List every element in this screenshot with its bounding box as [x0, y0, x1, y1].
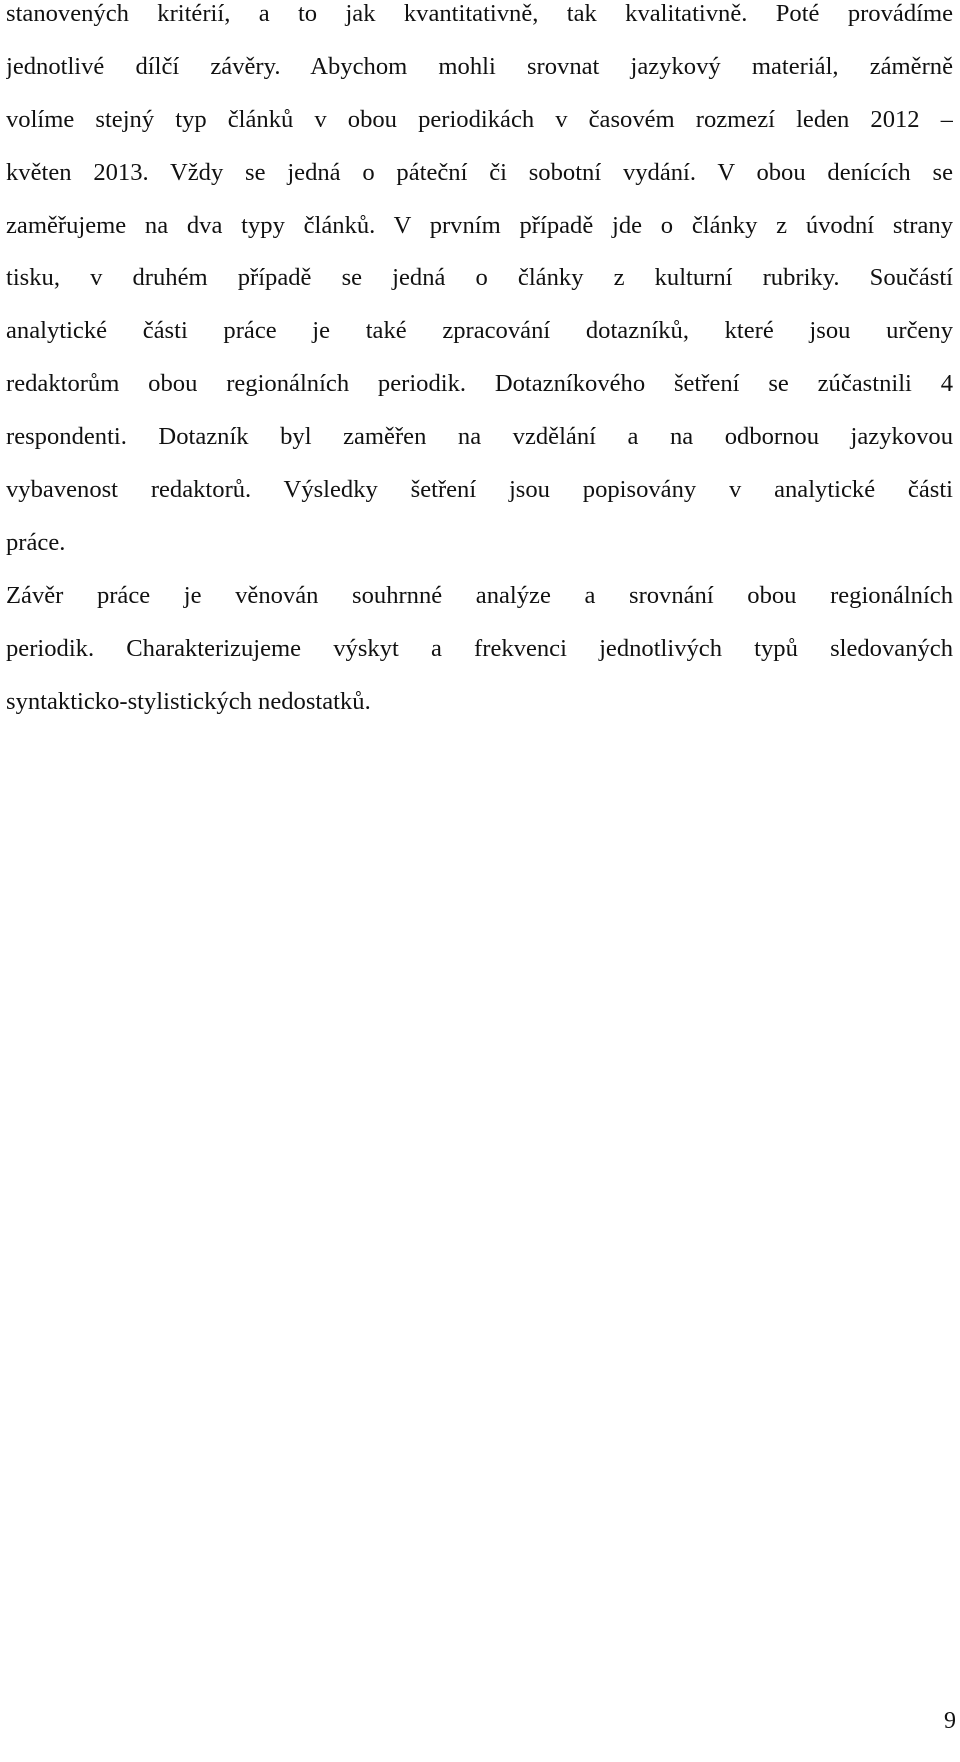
text-line: práce. [6, 528, 66, 556]
text-line: analytické části práce je také zpracování dotazníků, které jsou určeny [6, 317, 953, 345]
text-line: volíme stejný typ článků v obou periodikách v časovém rozmezí leden 2012 – [6, 105, 953, 133]
text-line: Závěr práce je věnován souhrnné analýze a srovnání obou regionálních [6, 581, 953, 609]
text-line: tisku, v druhém případě se jedná o články z kulturní rubriky. Součástí [6, 264, 953, 292]
paragraph-2 [6, 570, 953, 729]
paragraph-1 [6, 0, 953, 570]
text-line: redaktorům obou regionálních periodik. Dotazníkového šetření se zúčastnili 4 [6, 370, 953, 398]
page-number: 9 [944, 1708, 956, 1734]
text-line: stanovených kritérií, a to jak kvantitativně, tak kvalitativně. Poté provádíme [6, 0, 953, 27]
text-line: květen 2013. Vždy se jedná o páteční či sobotní vydání. V obou denících se [6, 158, 953, 186]
text-line: vybavenost redaktorů. Výsledky šetření jsou popisovány v analytické části [6, 476, 953, 504]
body-text [6, 0, 953, 728]
text-line: syntakticko-stylistických nedostatků. [6, 687, 371, 715]
text-line: periodik. Charakterizujeme výskyt a frekvenci jednotlivých typů sledovaných [6, 634, 953, 662]
text-line: respondenti. Dotazník byl zaměřen na vzdělání a na odbornou jazykovou [6, 423, 953, 451]
text-line: jednotlivé dílčí závěry. Abychom mohli srovnat jazykový materiál, záměrně [6, 52, 953, 80]
text-line: zaměřujeme na dva typy článků. V prvním případě jde o články z úvodní strany [6, 211, 953, 239]
